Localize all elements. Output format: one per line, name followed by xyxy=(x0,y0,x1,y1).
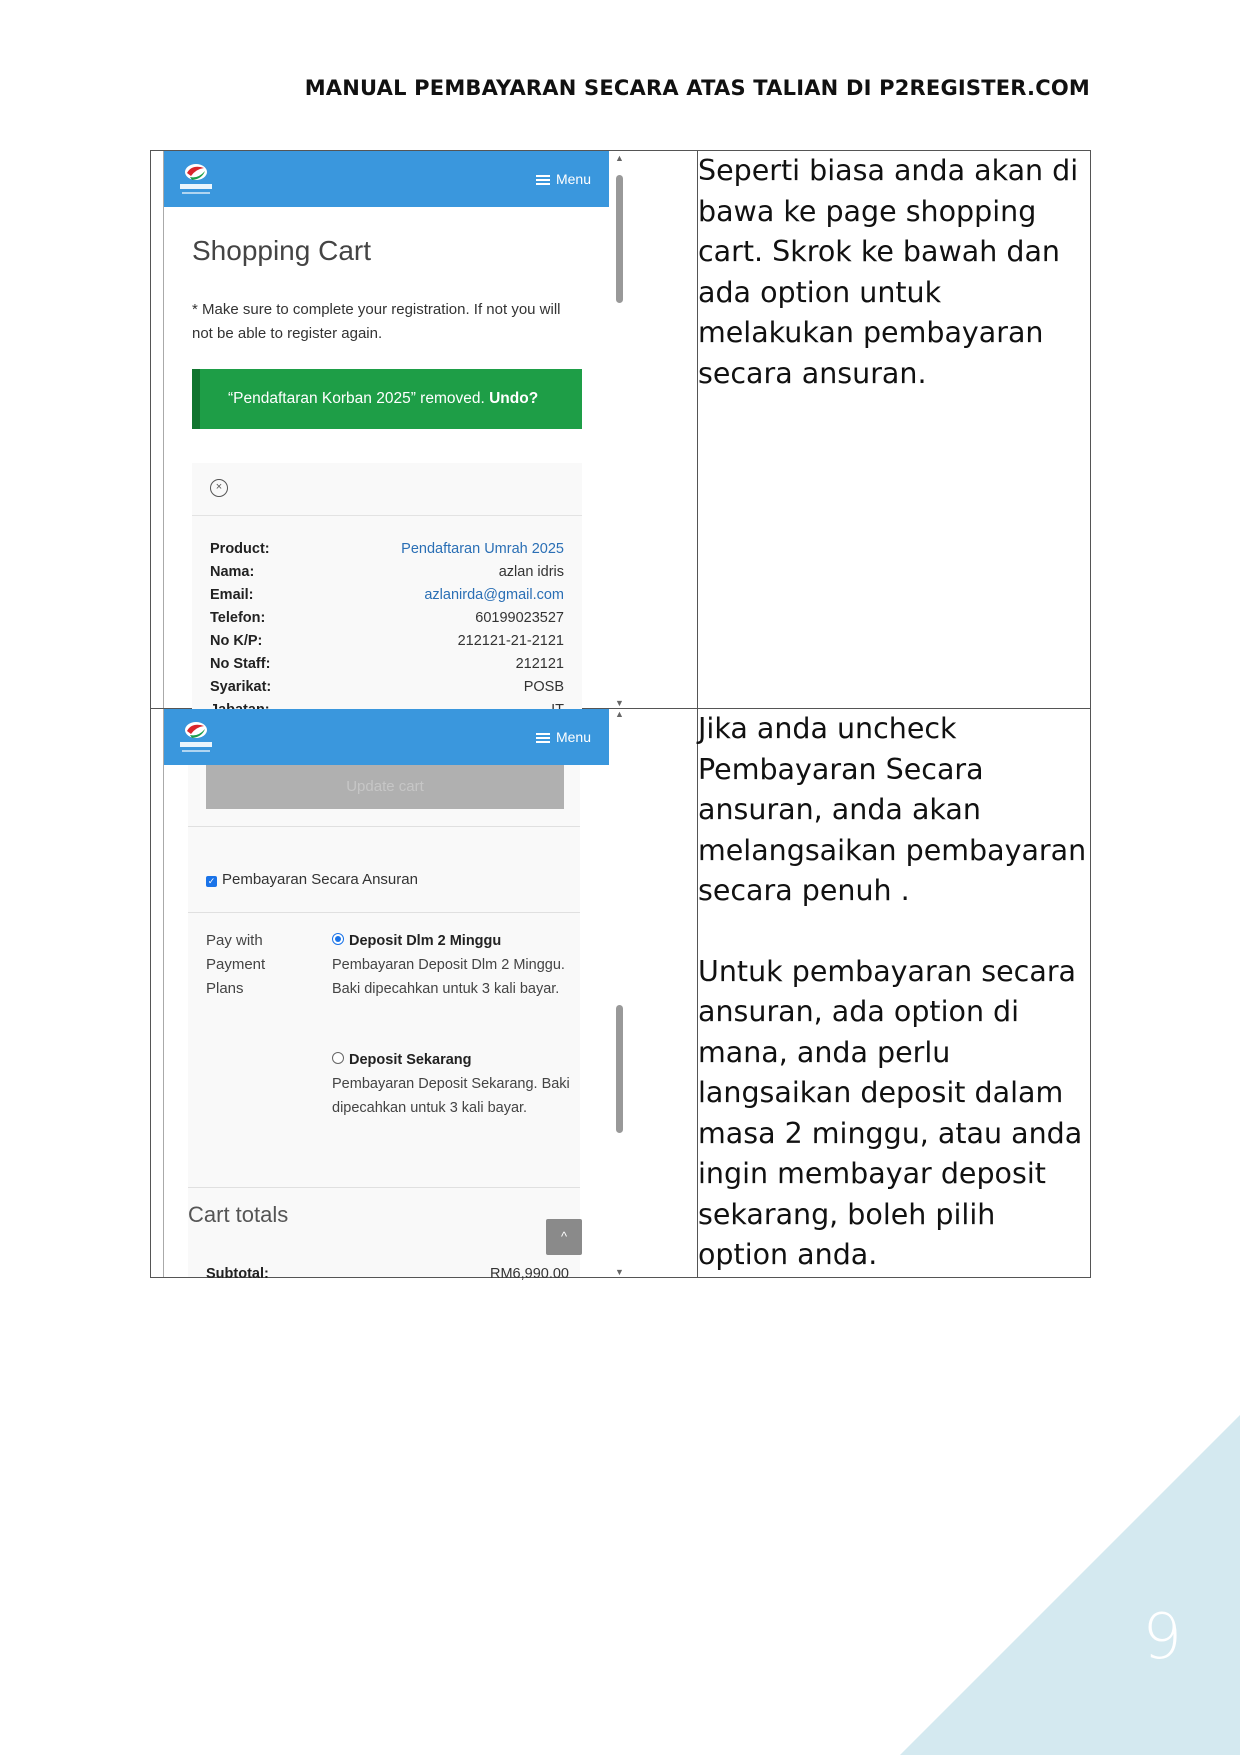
detail-row xyxy=(210,587,564,609)
detail-row xyxy=(210,679,564,701)
update-cart-button[interactable]: Update cart xyxy=(206,765,564,809)
shopping-cart-screenshot xyxy=(163,151,609,708)
instruction-text: Jika anda uncheck Pembayaran Secara ansuran, anda akan melangsaikan pembayaran secara penuh . xyxy=(698,712,1087,907)
detail-row xyxy=(210,633,564,655)
detail-key: Telefon: xyxy=(210,610,266,626)
checkbox-label: Pembayaran Secara Ansuran xyxy=(222,871,418,888)
page-number: 9 xyxy=(1142,1600,1182,1673)
instruction-table xyxy=(150,150,1091,1282)
detail-row xyxy=(210,656,564,678)
hamburger-icon xyxy=(536,175,550,185)
detail-value: 212121 xyxy=(515,656,564,672)
perodua-logo xyxy=(174,717,218,757)
registration-note: * Make sure to complete your registration. If not you will not be able to register again. xyxy=(192,301,561,342)
option-title: Deposit Dlm 2 Minggu xyxy=(349,933,502,949)
email-link[interactable]: azlanirda@gmail.com xyxy=(424,587,564,603)
screenshot-cell xyxy=(151,709,698,1282)
menu-button[interactable] xyxy=(536,171,591,187)
scrollbar[interactable] xyxy=(613,151,627,708)
payment-option-deposit-2-weeks[interactable] xyxy=(332,929,572,1001)
menu-label: Menu xyxy=(555,729,591,745)
scroll-down-icon[interactable]: ▼ xyxy=(615,1267,624,1277)
detail-value: 212121-21-2121 xyxy=(457,633,564,649)
detail-value: azlan idris xyxy=(498,564,564,580)
detail-key: Email: xyxy=(210,587,254,603)
instruction-text-cell xyxy=(698,151,1091,709)
scrollbar-thumb[interactable] xyxy=(616,1005,623,1133)
detail-key: No K/P: xyxy=(210,633,263,649)
detail-row xyxy=(210,564,564,586)
scrollbar[interactable] xyxy=(613,709,627,1277)
notice-text: “Pendaftaran Korban 2025” removed. xyxy=(228,390,485,407)
checkbox-checked-icon[interactable]: ✓ xyxy=(207,876,216,886)
detail-key: No Staff: xyxy=(210,656,271,672)
remove-item-icon[interactable]: × xyxy=(210,479,228,497)
scroll-up-icon[interactable]: ▲ xyxy=(615,153,624,163)
detail-value: POSB xyxy=(523,679,564,695)
divider xyxy=(188,1187,580,1188)
option-description: Pembayaran Deposit Sekarang. Baki dipecahkan untuk 3 kali bayar. xyxy=(332,1076,570,1116)
payment-plan-screenshot xyxy=(163,709,609,1282)
installment-checkbox[interactable] xyxy=(206,871,418,888)
detail-key: Product: xyxy=(210,541,270,557)
removed-notice xyxy=(192,369,582,429)
payment-option-deposit-now[interactable] xyxy=(332,1048,572,1120)
option-description: Pembayaran Deposit Dlm 2 Minggu. Baki dipecahkan untuk 3 kali bayar. xyxy=(332,957,565,997)
perodua-logo xyxy=(174,159,218,199)
hamburger-icon xyxy=(536,733,550,743)
pay-with-label: Pay with Payment Plans xyxy=(206,932,266,997)
divider xyxy=(188,912,580,913)
product-link[interactable]: Pendaftaran Umrah 2025 xyxy=(401,541,564,557)
detail-key: Syarikat: xyxy=(210,679,272,695)
instruction-text: Seperti biasa anda akan di bawa ke page shopping cart. Skrok ke bawah dan ada option untuk melakukan pembayaran secara ansuran. xyxy=(698,154,1079,390)
divider xyxy=(192,515,582,516)
cart-item xyxy=(192,463,582,723)
site-navbar xyxy=(164,709,609,765)
menu-button[interactable] xyxy=(536,729,591,745)
subtotal-key: Subtotal: xyxy=(206,1266,269,1282)
table-row xyxy=(151,709,1091,1278)
page-title: Shopping Cart xyxy=(192,235,372,266)
corner-decoration xyxy=(900,1415,1240,1755)
menu-label: Menu xyxy=(555,171,591,187)
radio-selected-icon[interactable] xyxy=(332,933,344,945)
divider xyxy=(188,826,580,827)
detail-row xyxy=(210,610,564,632)
instruction-text-cell xyxy=(698,709,1091,1278)
paragraph-gap xyxy=(698,912,1090,952)
detail-key: Nama: xyxy=(210,564,255,580)
scroll-to-top-button[interactable]: ^ xyxy=(546,1219,582,1255)
detail-value: 60199023527 xyxy=(475,610,564,626)
option-title: Deposit Sekarang xyxy=(349,1052,472,1068)
radio-unselected-icon[interactable] xyxy=(332,1052,344,1064)
undo-link[interactable]: Undo? xyxy=(489,390,539,407)
screenshot-cell xyxy=(151,151,698,709)
document-header-title: MANUAL PEMBAYARAN SECARA ATAS TALIAN DI P2REGISTER.COM xyxy=(304,76,1090,100)
detail-row xyxy=(210,541,564,563)
subtotal-value: RM6,990.00 xyxy=(490,1266,569,1282)
table-row xyxy=(151,151,1091,709)
scroll-up-icon[interactable]: ▲ xyxy=(615,709,624,719)
cart-totals-heading: Cart totals xyxy=(188,1202,289,1227)
site-navbar xyxy=(164,151,609,207)
scrollbar-thumb[interactable] xyxy=(616,175,623,303)
instruction-text: Untuk pembayaran secara ansuran, ada option di mana, anda perlu langsaikan deposit dalam masa 2 minggu, atau anda ingin membayar deposit sekarang, boleh pilih option anda. xyxy=(698,954,1083,1271)
scroll-down-icon[interactable]: ▼ xyxy=(615,698,624,708)
